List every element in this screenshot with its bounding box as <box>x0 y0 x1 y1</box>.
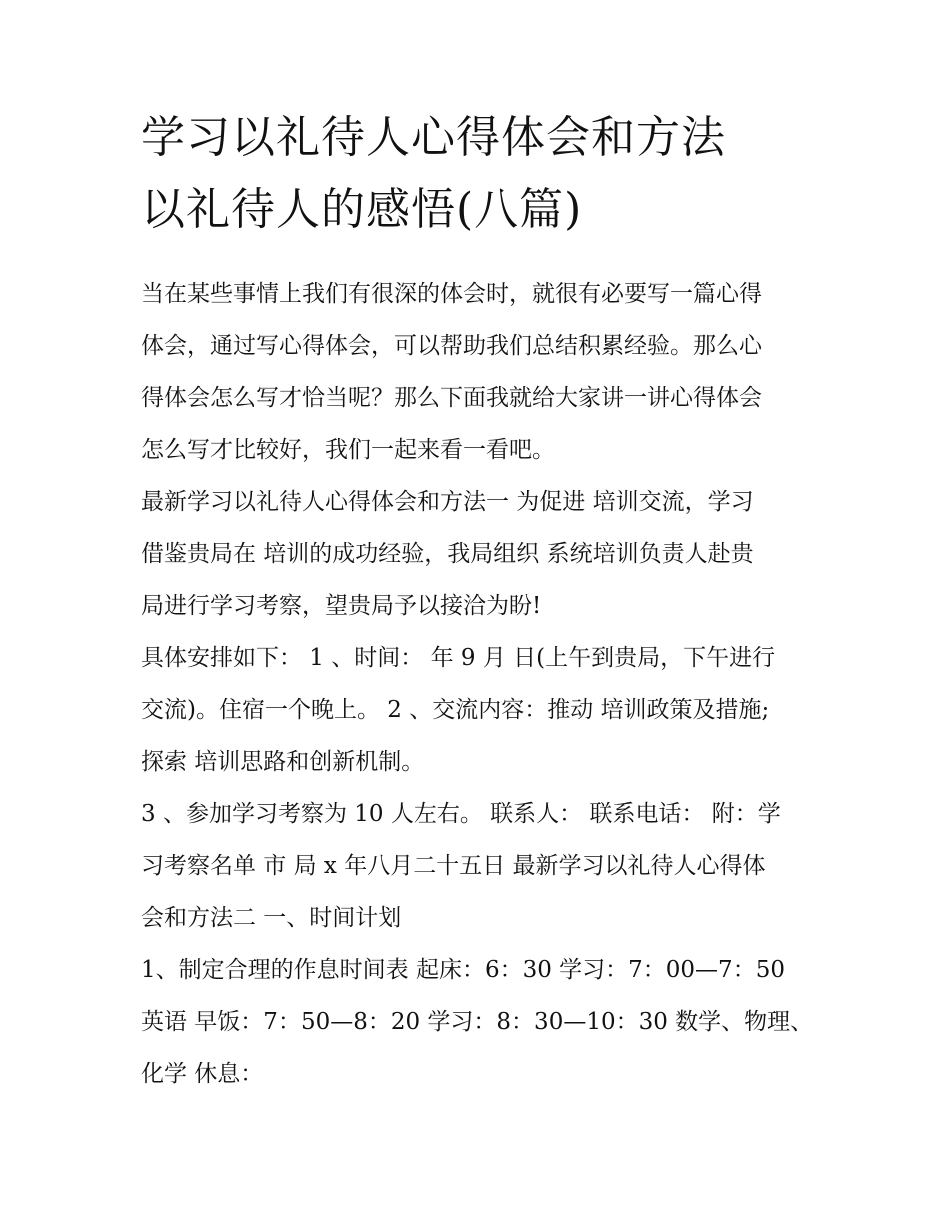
paragraph-schedule <box>141 944 813 1100</box>
paragraph-list <box>141 268 813 1100</box>
text-line: 最新学习以礼待人心得体会和方法一 为促进 培训交流，学习 <box>141 489 754 515</box>
paragraph-method-one <box>141 476 813 632</box>
text-line: 借鉴贵局在 培训的成功经验，我局组织 系统培训负责人赴贵 <box>141 541 754 567</box>
document-title <box>141 112 813 236</box>
text-line: 得体会怎么写才恰当呢？那么下面我就给大家讲一讲心得体会 <box>141 385 762 411</box>
text-line: 交流)。住宿一个晚上。 2 、交流内容：推动 培训政策及措施; <box>141 697 770 723</box>
text-line: 具体安排如下： 1 、时间： 年 9 月 日(上午到贵局，下午进行 <box>141 645 776 671</box>
text-line: 局进行学习考察，望贵局予以接洽为盼! <box>141 593 542 619</box>
paragraph-arrangement <box>141 632 813 788</box>
text-line: 当在某些事情上我们有很深的体会时，就很有必要写一篇心得 <box>141 281 762 307</box>
text-line: 习考察名单 市 局 x 年八月二十五日 最新学习以礼待人心得体 <box>141 853 766 879</box>
text-line: 体会，通过写心得体会，可以帮助我们总结积累经验。那么心 <box>141 333 762 359</box>
text-line: 英语 早饭：7：50—8：20 学习：8：30—10：30 数学、物理、 <box>141 1009 814 1035</box>
paragraph-intro <box>141 268 813 476</box>
text-line: 3 、参加学习考察为 10 人左右。 联系人： 联系电话： 附：学 <box>141 801 781 827</box>
text-line: 1、制定合理的作息时间表 起床：6：30 学习：7：00—7：50 <box>141 957 785 983</box>
title-line-2: 以礼待人的感悟(八篇) <box>141 184 583 235</box>
title-line-1: 学习以礼待人心得体会和方法 <box>141 112 726 163</box>
text-line: 化学 休息： <box>141 1061 264 1087</box>
document-body <box>141 112 813 1100</box>
paragraph-participants <box>141 788 813 944</box>
text-line: 怎么写才比较好，我们一起来看一看吧。 <box>141 437 555 463</box>
text-line: 探索 培训思路和创新机制。 <box>141 749 425 775</box>
text-line: 会和方法二 一、时间计划 <box>141 905 402 931</box>
